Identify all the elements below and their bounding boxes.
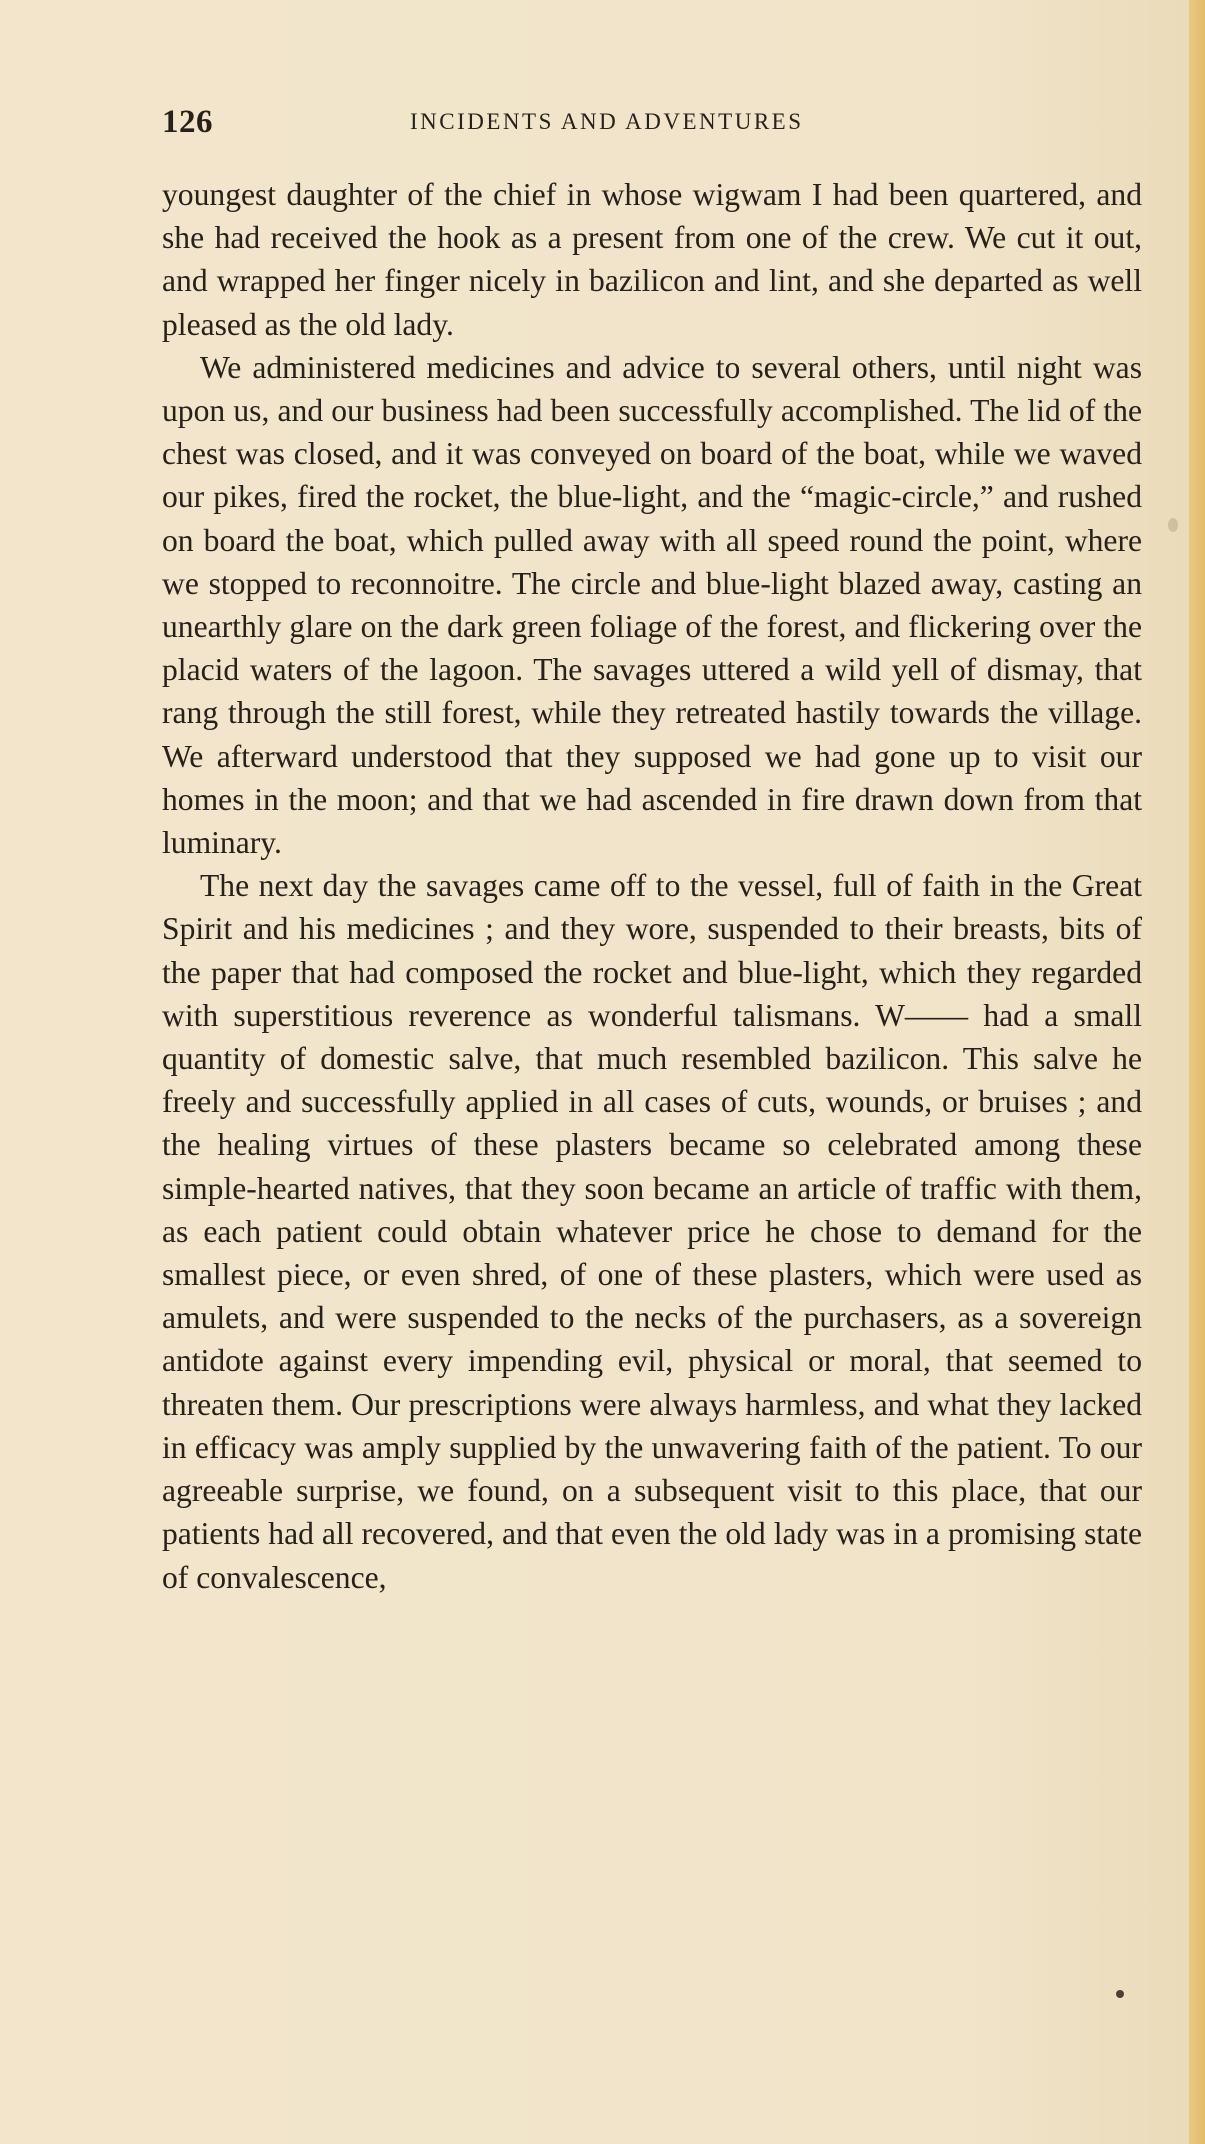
page-header (162, 104, 1142, 144)
ink-dot (1116, 1990, 1124, 1998)
paper-blemish (1168, 518, 1178, 532)
paragraph-medicines: We administered medicines and advice to several others, until night was upon us, and our business had been successfully accomplished. The lid of the chest was closed, and it was conveyed on board of the boat, while we waved our pikes, fired the rocket, the blue-light, and the “magic-circle,” and rushed on board the boat, which pulled away with all speed round the point, where we stopped to reconnoitre. The circle and blue-light blazed away, casting an unearthly glare on the dark green foliage of the forest, and flickering over the placid waters of the lagoon. The savages uttered a wild yell of dismay, that rang through the still forest, while they retreated hastily towards the village. We afterward understood that they supposed we had gone up to visit our homes in the moon; and that we had ascended in fire drawn down from that luminary. (162, 349, 1142, 861)
paragraph-next-day: The next day the savages came off to the vessel, full of faith in the Great Spirit and his medicines ; and they wore, suspended to their breasts, bits of the paper that had composed the rocket and blue-light, which they regarded with superstitious reverence as wonderful talismans. W—— had a small quantity of domestic salve, that much resembled bazilicon. This salve he freely and successfully applied in all cases of cuts, wounds, or bruises ; and the healing virtues of these plasters became so celebrated among these simple-hearted natives, that they soon became an article of traffic with them, as each patient could obtain whatever price he chose to demand for the smallest piece, or even shred, of one of these plasters, which were used as amulets, and were suspended to the necks of the purchasers, as a sovereign antidote against every impending evil, physical or moral, that seemed to threaten them. Our prescriptions were always harmless, and what they lacked in efficacy was amply supplied by the unwavering faith of the patient. To our agreeable surprise, we found, on a subsequent visit to this place, that our patients had all recovered, and that even the old lady was in a promising state of convalescence, (162, 868, 1142, 1595)
body-text (162, 173, 1142, 1599)
running-head: INCIDENTS AND ADVENTURES (410, 109, 804, 134)
page-edge (1189, 0, 1205, 2144)
page-number: 126 (162, 104, 213, 140)
paragraph-continuation: youngest daughter of the chief in whose wigwam I had been quartered, and she had received the hook as a present from one of the crew. We cut it out, and wrapped her finger nicely in bazilicon and lint, and she departed as well pleased as the old lady. (162, 177, 1142, 342)
